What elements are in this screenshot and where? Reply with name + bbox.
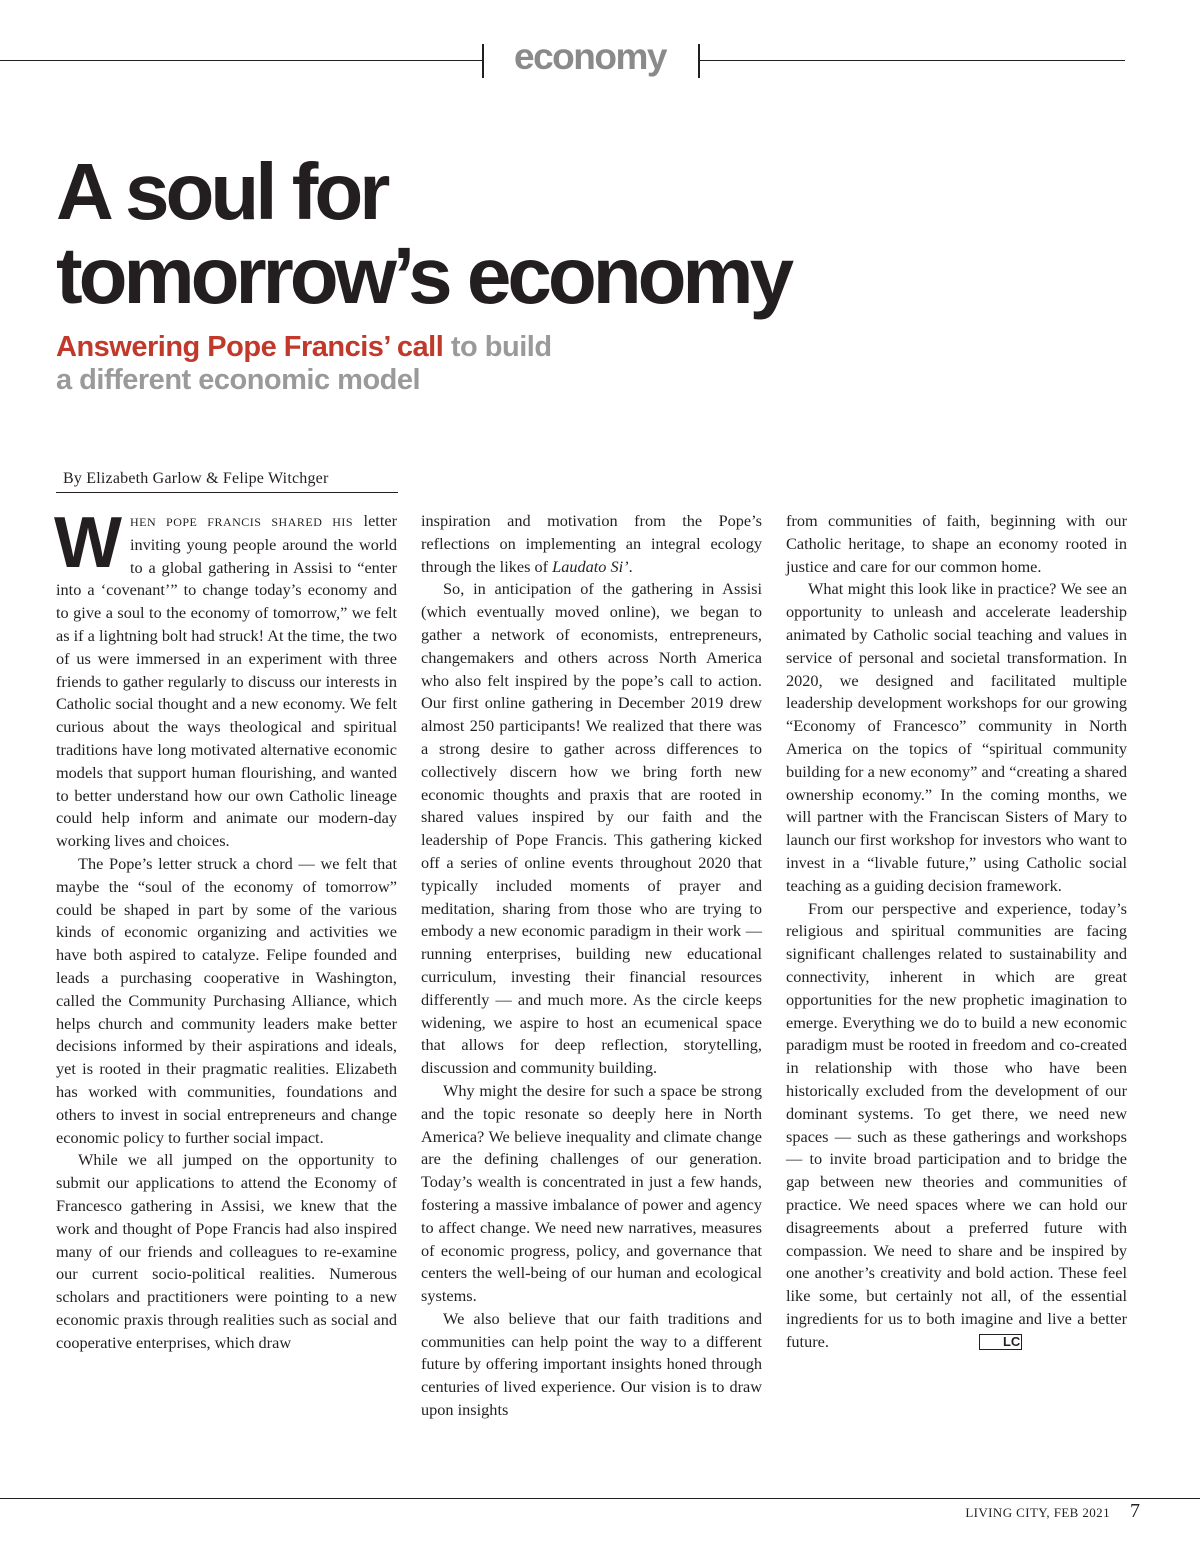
paragraph — [421, 510, 762, 578]
footer-rule — [0, 1498, 1200, 1499]
section-label: economy — [514, 36, 666, 77]
section-rule-right — [700, 60, 1125, 61]
section-tick-left — [482, 44, 484, 78]
paragraph: from communities of faith, beginning with our Catholic heritage, to shape an economy rooted in justice and care for our common home. — [786, 511, 1127, 576]
footer-publication: LIVING CITY, FEB 2021 — [965, 1505, 1110, 1520]
headline — [56, 147, 791, 320]
headline-line-1: A soul for — [56, 147, 387, 236]
paragraph-text: letter inviting young people around the world to a global gathering in Assisi to “enter into a ‘covenant’” to change today’s economy and to give a soul to the economy of tomorrow,” we felt as if a lightning bolt had struck! At the time, the two of us were immersed in an experiment with three friends to gather regularly to discuss our interests in Catholic social thought and a new economy. We felt curious about the ways theological and spiritual traditions have long motivated alternative economic models that support human flourishing, and wanted to better understand how our own Catholic lineage could help inform and animate our modern-day working lives and choices. — [56, 511, 398, 851]
paragraph — [786, 898, 1127, 1354]
paragraph-text: From our perspective and experience, today’s religious and spiritual communities are facing significant challenges related to sustainability and connectivity, inherent in which are great opportunities for the new prophetic imagination to emerge. Everything we do to build a new economic paradigm must be rooted in freedom and co-created in relationship with those who have been historically excluded from the development of our dominant systems. To get there, we need new spaces — such as these gatherings and workshops — to invite broad participation and to bridge the gap between new theories and communities of practice. We need spaces where we can hold our disagreements about a preferred future with compassion. We need to share and be inspired by one another’s creativity and bold action. These feel like some, but certainly not all, of the essential ingredients for us to both imagine and live a better future. — [786, 898, 1127, 1351]
byline — [56, 470, 398, 493]
page-number: 7 — [1130, 1500, 1140, 1522]
article-column-3 — [786, 510, 1127, 1353]
deck-rest-2: a different economic model — [56, 364, 421, 396]
paragraph: What might this look like in practice? We see an opportunity to unleash and accelerate leadership animated by Catholic social teaching and values in service of personal and societal transformation. In 2020, we designed and facilitated multiple leadership development workshops for our growing “Economy of Francesco” community in North America on the topics of “spiritual community building for a new economy” and “creating a shared ownership economy.” In the coming months, we will partner with the Franciscan Sisters of Mary to launch our first workshop for investors who want to invest in a “livable future,” using Catholic social teaching as a guiding decision framework. — [786, 579, 1127, 895]
paragraph: The Pope’s letter struck a chord — we felt that maybe the “soul of the economy of tomorrow” could be shaped in part by some of the various kinds of economic organizing and activities we have both aspired to catalyze. Felipe founded and leads a purchasing cooperative in Washington, called the Community Purchasing Alliance, which helps church and community leaders make better decisions informed by their aspirations and ideals, yet is rooted in their pragmatic realities. Elizabeth has worked with communities, foundations and others to invest in social entrepreneurs and change economic policy to further social impact. — [56, 853, 397, 1147]
article-column-1 — [54, 503, 398, 1354]
byline-text: By Elizabeth Garlow & Felipe Witchger — [63, 470, 329, 487]
deck — [56, 331, 552, 397]
end-mark-icon: LC — [979, 1334, 1022, 1350]
headline-line-2: tomorrow’s economy — [56, 231, 791, 320]
lead-in: HEN POPE FRANCIS SHARED HIS — [129, 515, 354, 529]
paragraph-text: inspiration and motivation from the Pope’s reflections on implementing an integral ecology through the likes of — [421, 511, 762, 576]
book-title: Laudato Si’ — [552, 556, 629, 576]
paragraph — [54, 503, 398, 853]
paragraph: While we all jumped on the opportunity to submit our applications to attend the Economy of Francesco gathering in Assisi, we knew that the work and thought of Pope Francis had also inspired many of our friends and colleagues to re-examine our current socio-political realities. Numerous scholars and practitioners were pointing to a new economic praxis through realities such as social and cooperative enterprises, which draw — [56, 1150, 397, 1352]
paragraph: Why might the desire for such a space be strong and the topic resonate so deeply here in North America? We believe inequality and climate change are the defining challenges of our generation. Today’s wealth is concentrated in just a few hands, fostering a massive imbalance of power and agency to affect change. We need new narratives, measures of economic progress, policy, and governance that centers the well-being of our human and ecological systems. — [421, 1080, 762, 1306]
deck-accent: Answering Pope Francis’ call — [56, 331, 444, 363]
article-column-2 — [421, 510, 762, 1422]
paragraph: So, in anticipation of the gathering in Assisi (which eventually moved online), we began to gather a network of economists, entrepreneurs, changemakers and others across North America who also felt inspired by the pope’s call to action. Our first online gathering in December 2019 drew almost 250 participants! We realized that there was a strong desire to gather across differences to collectively discern how we bring forth new economic thoughts and praxis that are rooted in shared values inspired by our faith and the leadership of Pope Francis. This gathering kicked off a series of online events throughout 2020 that typically included moments of prayer and meditation, sharing from those who are trying to embody a new economic paradigm in their work — running enterprises, building new educational curriculum, investing their financial resources differently — and much more. As the circle keeps widening, we aspire to host an ecumenical space that allows for deep reflection, storytelling, discussion and community building. — [421, 579, 762, 1078]
paragraph-text: . — [628, 556, 633, 576]
drop-cap: W — [54, 503, 122, 583]
paragraph: We also believe that our faith traditions and communities can help point the way to a different future by offering important insights honed through centuries of lived experience. Our vision is to draw upon insights — [421, 1308, 762, 1420]
section-tick-right — [698, 44, 700, 78]
deck-rest-1: to build — [443, 331, 552, 363]
section-rule-left — [0, 60, 482, 61]
